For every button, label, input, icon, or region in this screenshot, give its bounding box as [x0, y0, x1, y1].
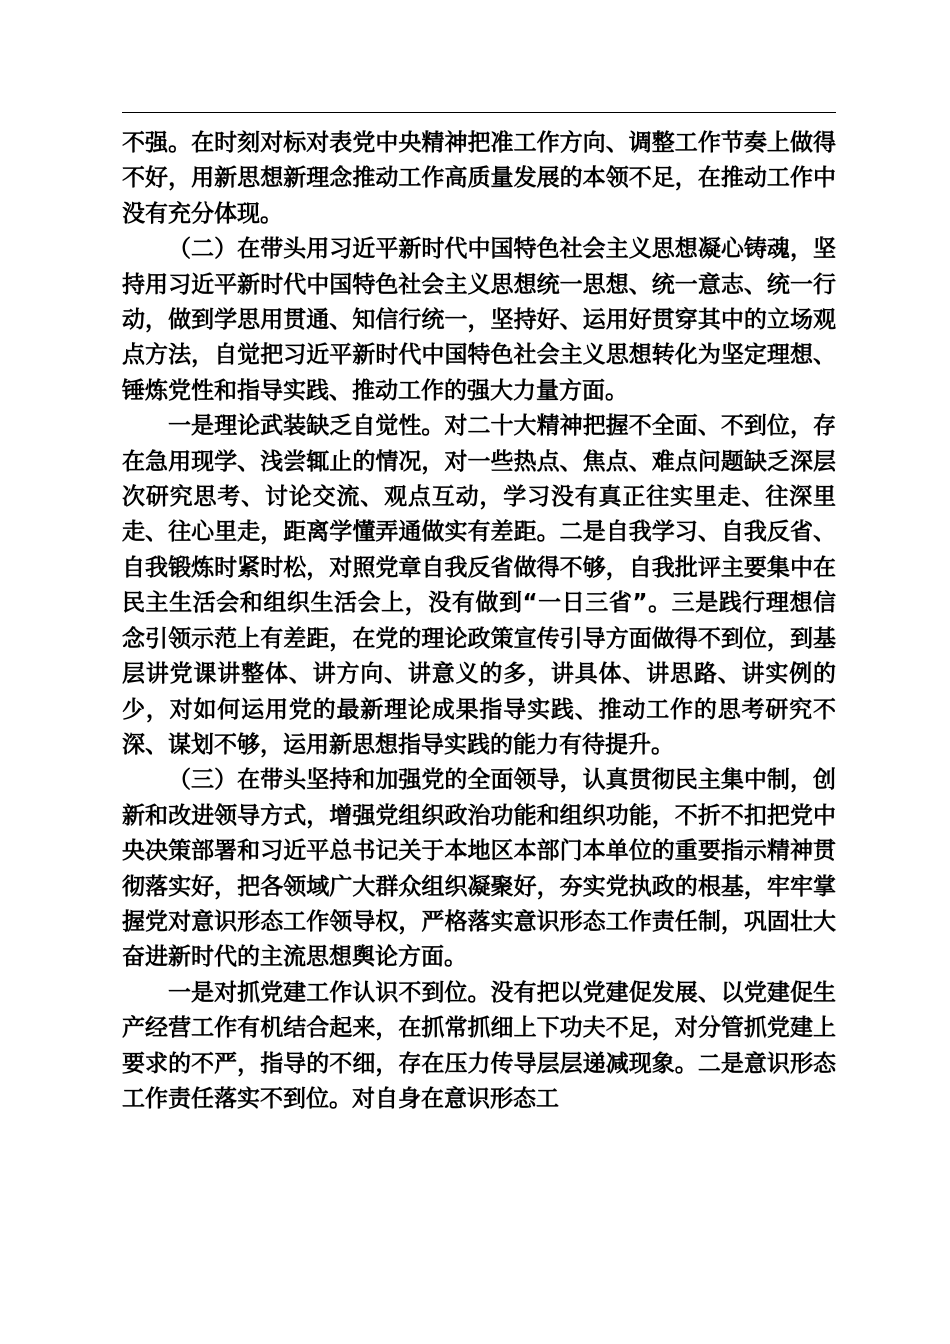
paragraph-4: （三）在带头坚持和加强党的全面领导，认真贯彻民主集中制，创新和改进领导方式，增强党组织政治功能和组织功能，不折不扣把党中央决策部署和习近平总书记关于本地区本部门本单位的重要指示精神贯彻落实好，把各领域广大群众组织凝聚好，夯实党执政的根基，牢牢掌握党对意识形态工作领导权，严格落实意识形态工作责任制，巩固壮大奋进新时代的主流思想舆论方面。 — [122, 767, 836, 971]
paragraph-3: 一是理论武装缺乏自觉性。对二十大精神把握不全面、不到位，存在急用现学、浅尝辄止的情况，对一些热点、焦点、难点问题缺乏深层次研究思考、讨论交流、观点互动，学习没有真正往实里走、往深里走、往心里走，距离学懂弄通做实有差距。二是自我学习、自我反省、自我锻炼时紧时松，对照党章自我反省做得不够，自我批评主要集中在民主生活会和组织生活会上，没有做到“一日三省”。三是践行理想信念引领示范上有差距，在党的理论政策宣传引导方面做得不到位，到基层讲党课讲整体、讲方向、讲意义的多，讲具体、讲思路、讲实例的少，对如何运用党的最新理论成果指导实践、推动工作的思考研究不深、谋划不够，运用新思想指导实践的能力有待提升。 — [122, 413, 836, 758]
header-rule — [122, 112, 836, 113]
paragraph-2: （二）在带头用习近平新时代中国特色社会主义思想凝心铸魂，坚持用习近平新时代中国特色社会主义思想统一思想、统一意志、统一行动，做到学思用贯通、知信行统一，坚持好、运用好贯穿其中的立场观点方法，自觉把习近平新时代中国特色社会主义思想转化为坚定理想、锤炼党性和指导实践、推动工作的强大力量方面。 — [122, 236, 836, 404]
document-body — [122, 126, 836, 1117]
paragraph-5: 一是对抓党建工作认识不到位。没有把以党建促发展、以党建促生产经营工作有机结合起来，在抓常抓细上下功夫不足，对分管抓党建上要求的不严，指导的不细，存在压力传导层层递减现象。二是意识形态工作责任落实不到位。对自身在意识形态工 — [122, 979, 836, 1112]
paragraph-1: 不强。在时刻对标对表党中央精神把准工作方向、调整工作节奏上做得不好，用新思想新理念推动工作高质量发展的本领不足，在推动工作中没有充分体现。 — [122, 130, 836, 227]
